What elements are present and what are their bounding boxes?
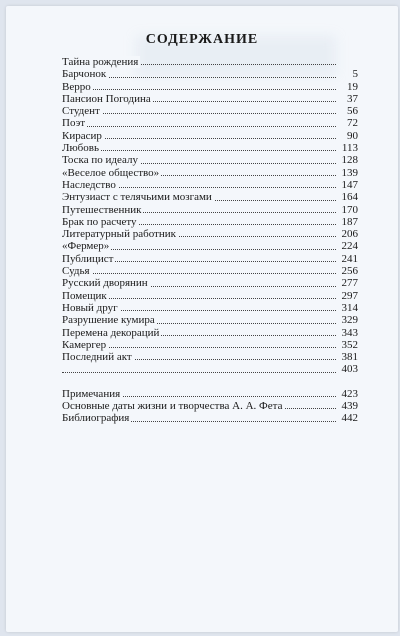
toc-entry (62, 216, 358, 228)
toc-entry (62, 290, 358, 302)
toc-entry (62, 142, 358, 154)
toc-entry (62, 265, 358, 277)
toc-entry (62, 56, 358, 68)
toc-entry-title: Перемена декораций (62, 326, 160, 339)
toc-entry-title: Студент (62, 105, 100, 118)
toc-entry-page: 170 (341, 203, 358, 216)
toc-entry-title: Путешественник (62, 203, 142, 216)
toc-entry (62, 253, 358, 265)
toc-entry (62, 351, 358, 363)
toc-entry (62, 400, 358, 412)
toc-entry (62, 339, 358, 351)
dot-leader (62, 273, 336, 274)
toc-entry-page: 423 (341, 387, 358, 400)
toc-entry (62, 327, 358, 339)
toc-entry-page: 5 (352, 68, 358, 81)
toc-entry-title: Барчонок (62, 68, 107, 81)
toc-entry-page: 56 (347, 105, 358, 118)
toc-entry (62, 191, 358, 203)
toc-entry (62, 388, 358, 400)
dot-leader (62, 372, 336, 373)
toc-entry-page: 139 (341, 166, 358, 179)
toc-entry-title: Последний акт (62, 351, 132, 364)
toc-entry (62, 81, 358, 93)
toc-entry-title: Новый друг (62, 301, 118, 314)
toc-entry-title: Разрушение кумира (62, 314, 155, 327)
dot-leader (62, 150, 336, 151)
book-page (6, 6, 398, 632)
dot-leader (62, 126, 336, 127)
toc-entry-page: 381 (341, 351, 358, 364)
toc-entry-title: Брак по расчету (62, 215, 137, 228)
dot-leader (62, 113, 336, 114)
toc-entry-page: 19 (347, 80, 358, 93)
toc-entry-title: Литературный работник (62, 228, 176, 241)
toc-entry-title: Судья (62, 265, 90, 278)
toc-entry-page: 343 (341, 326, 358, 339)
toc-entry-title: Верро (62, 80, 91, 93)
toc-entry-title: Тоска по идеалу (62, 154, 138, 167)
table-of-contents (62, 56, 358, 425)
toc-entry-page: 297 (341, 289, 358, 302)
toc-entry-page: 403 (341, 363, 358, 376)
toc-entry (62, 277, 358, 289)
toc-entry-page: 206 (341, 228, 358, 241)
toc-entry (62, 204, 358, 216)
toc-entry-page: 241 (341, 252, 358, 265)
toc-entry-title: «Фермер» (62, 240, 110, 253)
toc-entry-page: 187 (341, 215, 358, 228)
toc-entry-page: 277 (341, 277, 358, 290)
chapter-list (62, 56, 358, 376)
toc-entry (62, 117, 358, 129)
toc-entry-page: 256 (341, 265, 358, 278)
appendix-list (62, 388, 358, 425)
toc-entry-title: Библиография (62, 412, 130, 425)
toc-entry-title: «Веселое общество» (62, 166, 160, 179)
toc-entry (62, 154, 358, 166)
toc-entry (62, 105, 358, 117)
toc-entry-title: Тайна рождения (62, 56, 139, 68)
toc-entry-page: 439 (341, 400, 358, 413)
dot-leader (62, 89, 336, 90)
toc-entry-page: 352 (341, 338, 358, 351)
toc-entry (62, 179, 358, 191)
toc-entry (62, 68, 358, 80)
toc-entry-page: 37 (347, 92, 358, 105)
toc-entry-page: 128 (341, 154, 358, 167)
toc-entry-title: Энтузиаст с телячьими мозгами (62, 191, 212, 204)
toc-entry-page: 90 (347, 129, 358, 142)
toc-entry (62, 302, 358, 314)
toc-entry (62, 412, 358, 424)
toc-entry (62, 93, 358, 105)
toc-entry-page: 314 (341, 301, 358, 314)
toc-entry-title: Наследство (62, 178, 116, 191)
toc-entry (62, 363, 358, 375)
toc-entry (62, 167, 358, 179)
toc-entry-title: Кирасир (62, 129, 102, 142)
toc-entry-title: Публицист (62, 252, 114, 265)
toc-entry-page: 329 (341, 314, 358, 327)
toc-entry-title: Основные даты жизни и творчества А. А. Фета (62, 400, 283, 413)
toc-entry-page: 72 (347, 117, 358, 130)
page-title: СОДЕРЖАНИЕ (145, 32, 259, 47)
toc-entry (62, 240, 358, 252)
toc-entry (62, 314, 358, 326)
toc-entry-page: 113 (341, 142, 358, 155)
toc-entry-title: Примечания (62, 387, 121, 400)
toc-entry-title: Помещик (62, 289, 107, 302)
toc-entry-title: Камергер (62, 338, 107, 351)
toc-entry-page: 164 (341, 191, 358, 204)
toc-entry (62, 228, 358, 240)
toc-entry-title: Любовь (62, 142, 99, 155)
toc-entry-page: 442 (341, 412, 358, 425)
toc-entry-page: 147 (341, 178, 358, 191)
toc-entry-title: Поэт (62, 117, 86, 130)
toc-entry-title: Русский дворянин (62, 277, 148, 290)
toc-entry-title: Пансион Погодина (62, 92, 151, 105)
toc-entry (62, 130, 358, 142)
toc-entry-page: 224 (341, 240, 358, 253)
